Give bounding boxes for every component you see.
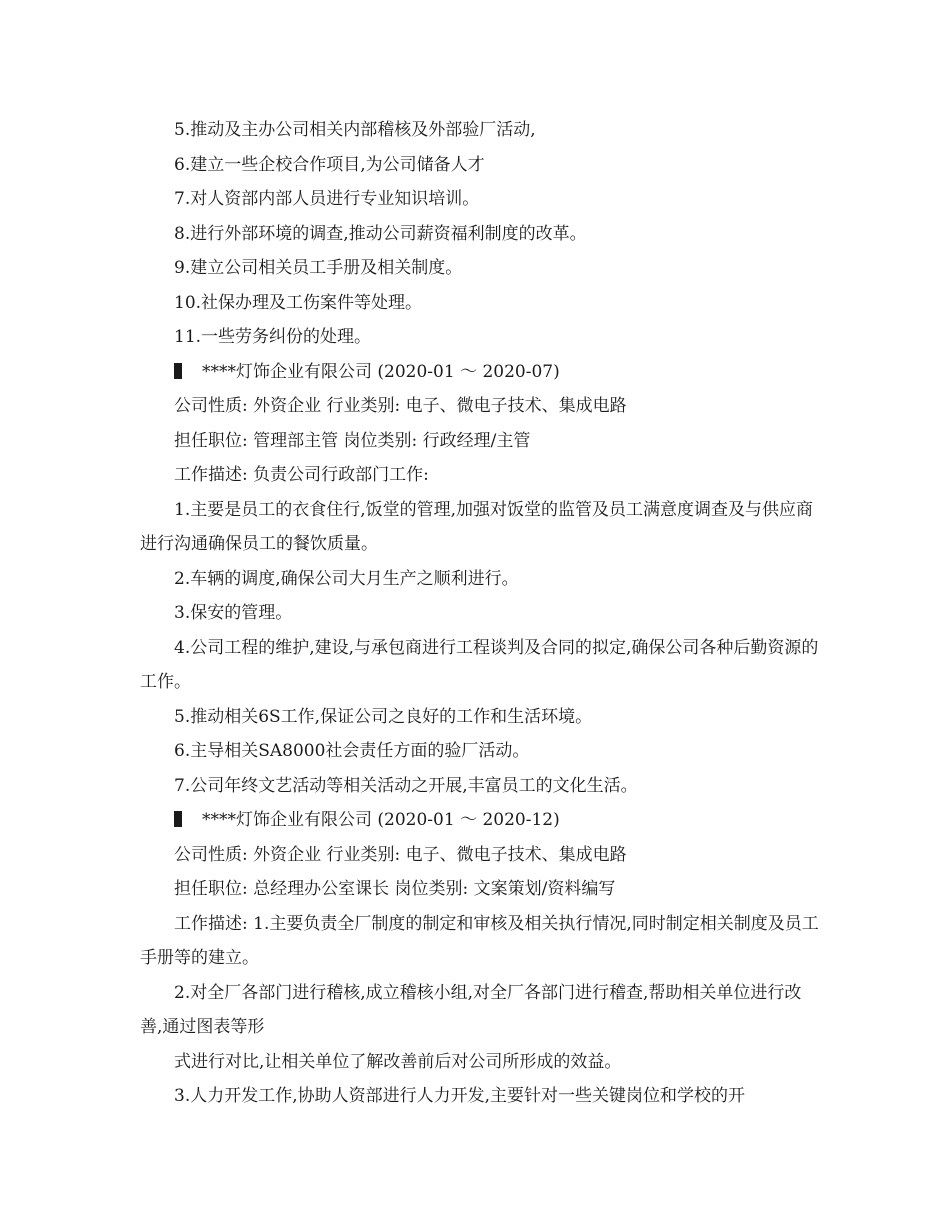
- company-nature: 公司性质: 外资企业 行业类别: 电子、微电子技术、集成电路: [174, 844, 627, 865]
- duty-item: 5.推动相关6S工作,保证公司之良好的工作和生活环境。: [174, 706, 593, 727]
- duty-item: 7.公司年终文艺活动等相关活动之开展,丰富员工的文化生活。: [174, 775, 638, 796]
- duty-item: 4.公司工程的维护,建设,与承包商进行工程谈判及合同的拟定,确保公司各种后勤资源的工作。: [140, 637, 819, 692]
- company-nature: 公司性质: 外资企业 行业类别: 电子、微电子技术、集成电路: [174, 396, 627, 416]
- duty-item: 2.对全厂各部门进行稽核,成立稽核小组,对全厂各部门进行稽查,帮助相关单位进行改善,通过图表等形: [140, 982, 802, 1037]
- text-line: 7.对人资部内部人员进行专业知识培训。: [174, 189, 480, 209]
- text-line: 6.建立一些企校合作项目,为公司储备人才: [174, 154, 485, 175]
- duty-item: 6.主导相关SA8000社会责任方面的验厂活动。: [174, 741, 530, 761]
- text-line: 10.社保办理及工伤案件等处理。: [174, 292, 423, 313]
- duty-item-continuation: 式进行对比,让相关单位了解改善前后对公司所形成的效益。: [174, 1051, 622, 1072]
- text-line: 5.推动及主办公司相关内部稽核及外部验厂活动,: [174, 120, 536, 140]
- bullet-square-icon: [174, 811, 182, 827]
- bullet-square-icon: [174, 363, 182, 379]
- duty-item: 2.车辆的调度,确保公司大月生产之顺利进行。: [174, 568, 519, 589]
- duty-item: 3.保安的管理。: [174, 603, 293, 623]
- job-description: 工作描述: 1.主要负责全厂制度的制定和审核及相关执行情况,同时制定相关制度及员工手册等的建立。: [140, 913, 819, 968]
- text-line: 9.建立公司相关员工手册及相关制度。: [174, 258, 463, 278]
- text-line: 8.进行外部环境的调查,推动公司薪资福利制度的改革。: [174, 223, 587, 244]
- document-body: [140, 113, 820, 1114]
- job-header-text: ****灯饰企业有限公司 (2020-01 ～ 2020-12): [202, 810, 560, 830]
- duty-item: 3.人力开发工作,协助人资部进行人力开发,主要针对一些关键岗位和学校的开: [174, 1086, 746, 1106]
- job-position: 担任职位: 管理部主管 岗位类别: 行政经理/主管: [174, 430, 531, 451]
- job-position: 担任职位: 总经理办公室课长 岗位类别: 文案策划/资料编写: [174, 879, 616, 899]
- duty-item: 1.主要是员工的衣食住行,饭堂的管理,加强对饭堂的监管及员工满意度调查及与供应商进行沟通确保员工的餐饮质量。: [140, 499, 814, 554]
- text-line: 11.一些劳务纠份的处理。: [174, 327, 372, 347]
- job-description: 工作描述: 负责公司行政部门工作:: [174, 465, 429, 485]
- job-header-text: ****灯饰企业有限公司 (2020-01 ～ 2020-07): [202, 361, 560, 382]
- job-header: [140, 803, 820, 838]
- job-header: [140, 355, 820, 390]
